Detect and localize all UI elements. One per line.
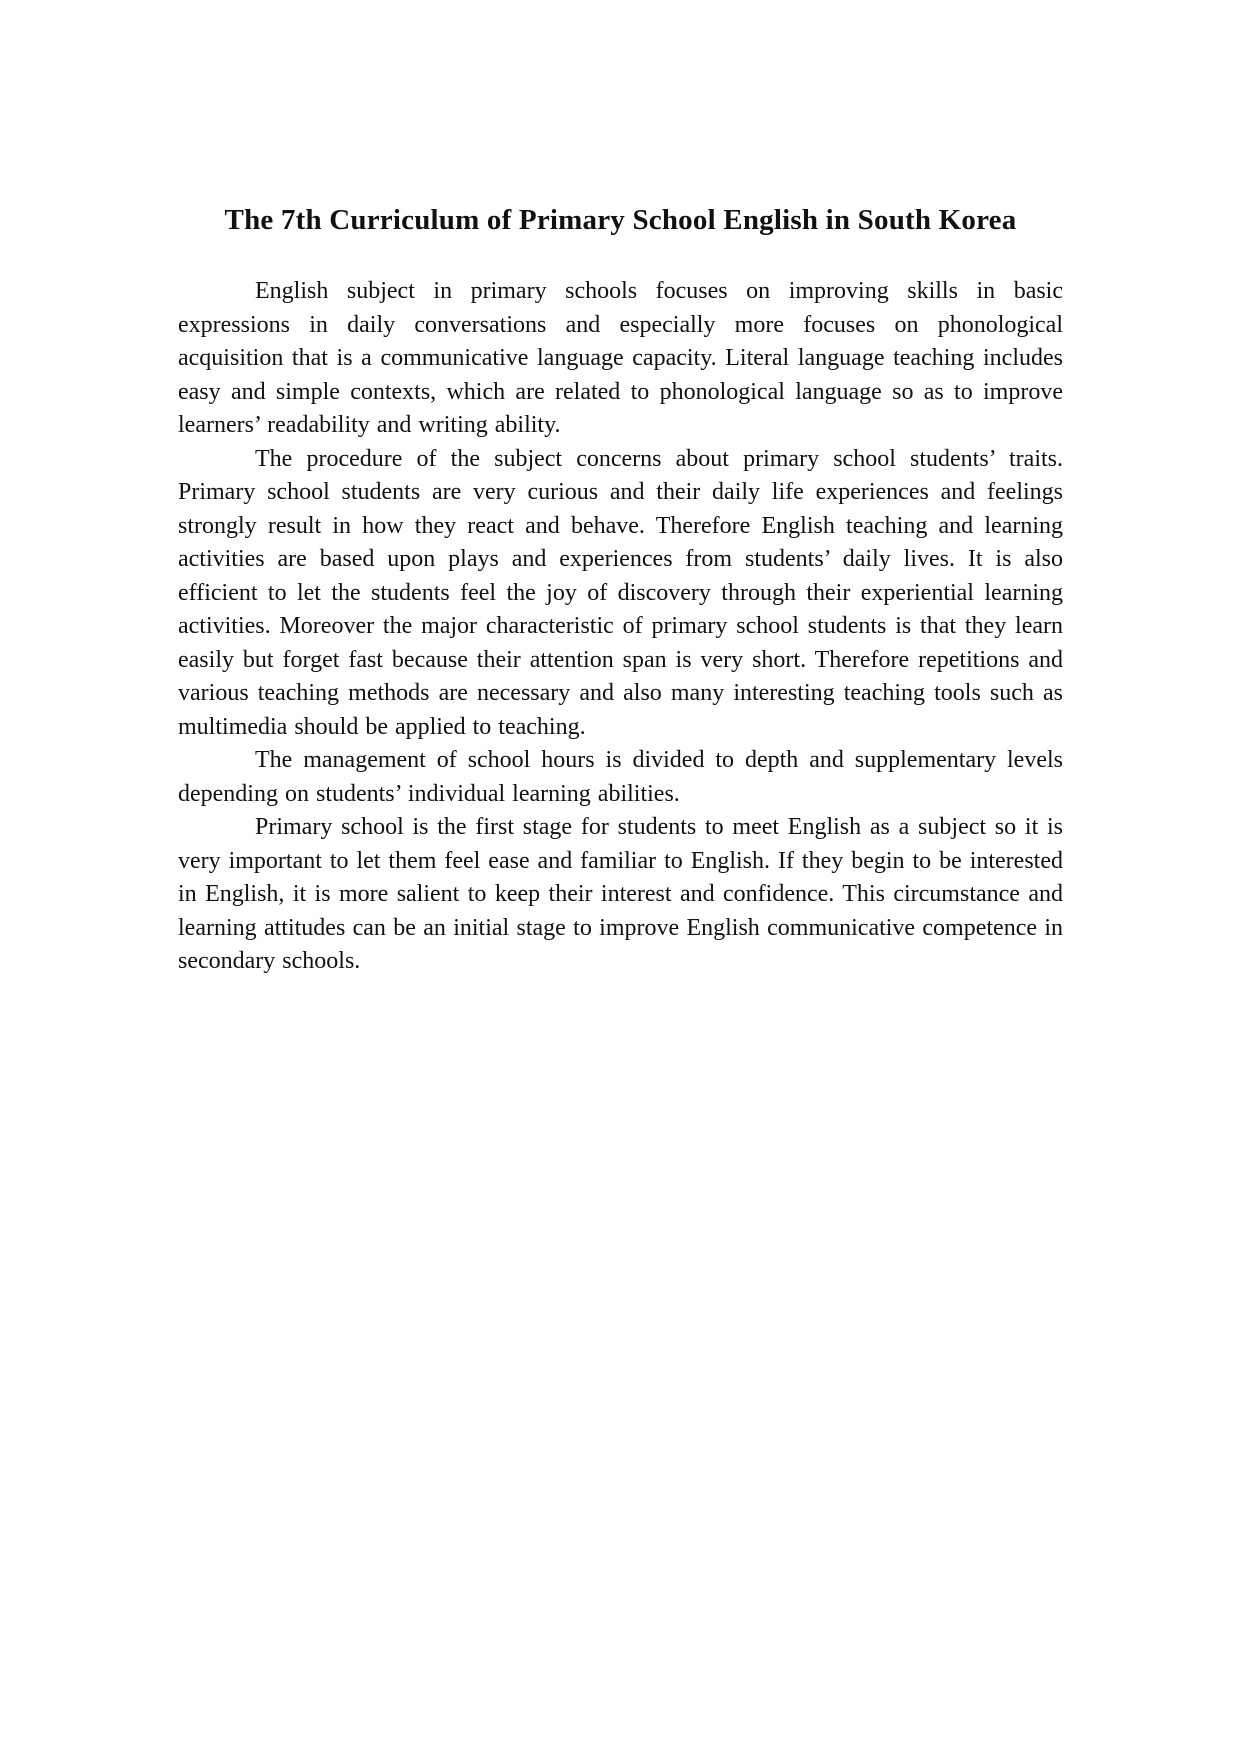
paragraph-4: Primary school is the first stage for students to meet English as a subject so it is very important to let them feel ease and familiar to English. If they begin to be interested in English, it is more salient to keep their interest and confidence. This circumstance and learning attitudes can be an initial stage to improve English communicative competence in secondary schools. — [178, 814, 1063, 975]
paragraph-1: English subject in primary schools focuses on improving skills in basic expressions in daily conversations and especially more focuses on phonological acquisition that is a communicative language capacity. Literal language teaching includes easy and simple contexts, which are related to phonological language so as to improve learners’ readability and writing ability. — [178, 278, 1063, 439]
document-body — [178, 275, 1063, 979]
paragraph-2: The procedure of the subject concerns about primary school students’ traits. Primary school students are very curious and their daily life experiences and feelings strongly result in how they react and behave. Therefore English teaching and learning activities are based upon plays and experiences from students’ daily lives. It is also efficient to let the students feel the joy of discovery through their experiential learning activities. Moreover the major characteristic of primary school students is that they learn easily but forget fast because their attention span is very short. Therefore repetitions and various teaching methods are necessary and also many interesting teaching tools such as multimedia should be applied to teaching. — [178, 445, 1063, 740]
paragraph-3: The management of school hours is divided to depth and supplementary levels depending on students’ individual learning abilities. — [178, 747, 1063, 807]
document-title: The 7th Curriculum of Primary School English in South Korea — [224, 204, 1017, 236]
